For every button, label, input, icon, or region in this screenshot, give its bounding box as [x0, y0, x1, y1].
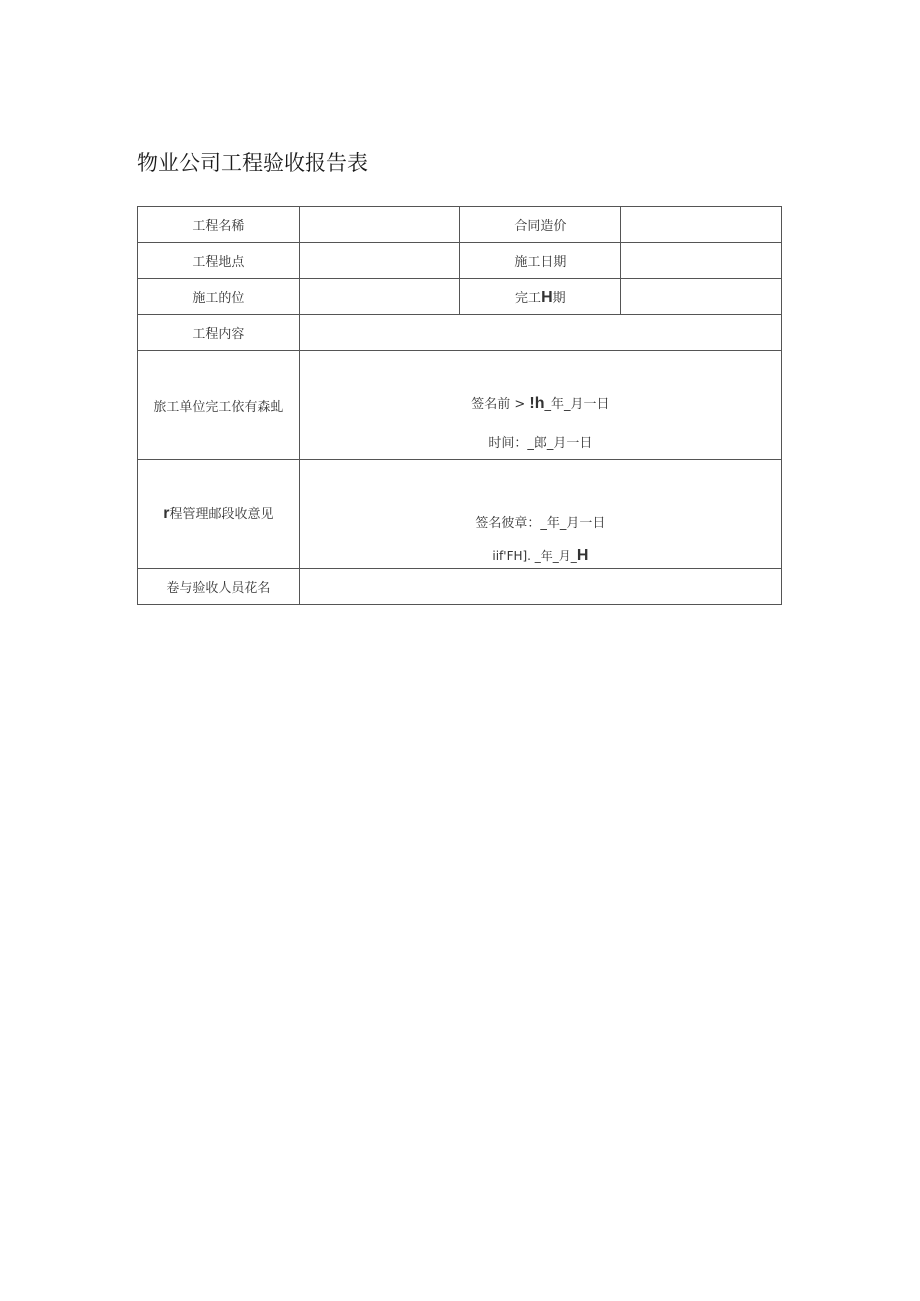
mgmt-opinion-cell[interactable] — [299, 460, 781, 569]
mgmt-time-prefix: iif'FH]. _年_月_ — [492, 549, 577, 563]
completion-date-value-cell[interactable] — [621, 279, 782, 315]
construction-date-label: 施工日期 — [460, 243, 621, 279]
completion-date-label — [460, 279, 621, 315]
table-row — [138, 243, 782, 279]
completion-date-label-prefix: 完工 — [515, 290, 542, 306]
contract-price-value-cell[interactable] — [621, 207, 782, 243]
table-row — [138, 315, 782, 351]
contract-price-label: 合同造价 — [460, 207, 621, 243]
contractor-opinion-label: 旅工单位完工依有森虬 — [138, 351, 300, 460]
mgmt-time-glyph: H — [576, 547, 589, 564]
table-row — [138, 351, 782, 460]
inspectors-label: 卷与验收人员花名 — [138, 569, 300, 605]
mgmt-signature-line: 签名彼章：_年_月一日 — [475, 516, 606, 531]
mgmt-time-line — [300, 547, 781, 565]
construction-unit-value-cell[interactable] — [299, 279, 460, 315]
inspectors-value-cell[interactable] — [299, 569, 781, 605]
mgmt-opinion-label — [138, 460, 300, 569]
table-row — [138, 460, 782, 569]
project-location-label: 工程地点 — [138, 243, 300, 279]
mgmt-opinion-label-glyph: r — [163, 505, 170, 522]
mgmt-opinion-label-rest: 程管理邮段收意见 — [169, 507, 274, 522]
project-content-value-cell[interactable] — [299, 315, 781, 351]
project-name-value-cell[interactable] — [299, 207, 460, 243]
completion-date-label-glyph: H — [541, 288, 553, 306]
table-row — [138, 279, 782, 315]
contractor-sign-suffix: _年_月一日 — [544, 397, 610, 412]
completion-date-label-suffix: 期 — [552, 290, 566, 306]
project-name-label: 工程名稀 — [138, 207, 300, 243]
contractor-signature-line — [300, 393, 781, 413]
contractor-time-line: 时间：_郎_月一日 — [488, 436, 593, 451]
table-row — [138, 207, 782, 243]
contractor-sign-prefix: 签名前 > — [471, 397, 530, 412]
contractor-sign-glyph: !h — [529, 395, 545, 412]
project-content-label: 工程内容 — [138, 315, 300, 351]
acceptance-report-table — [137, 206, 782, 605]
construction-date-value-cell[interactable] — [621, 243, 782, 279]
project-location-value-cell[interactable] — [299, 243, 460, 279]
construction-unit-label: 施工的位 — [138, 279, 300, 315]
contractor-opinion-cell[interactable] — [299, 351, 781, 460]
page-title: 物业公司工程验收报告表 — [137, 151, 368, 175]
table-row — [138, 569, 782, 605]
